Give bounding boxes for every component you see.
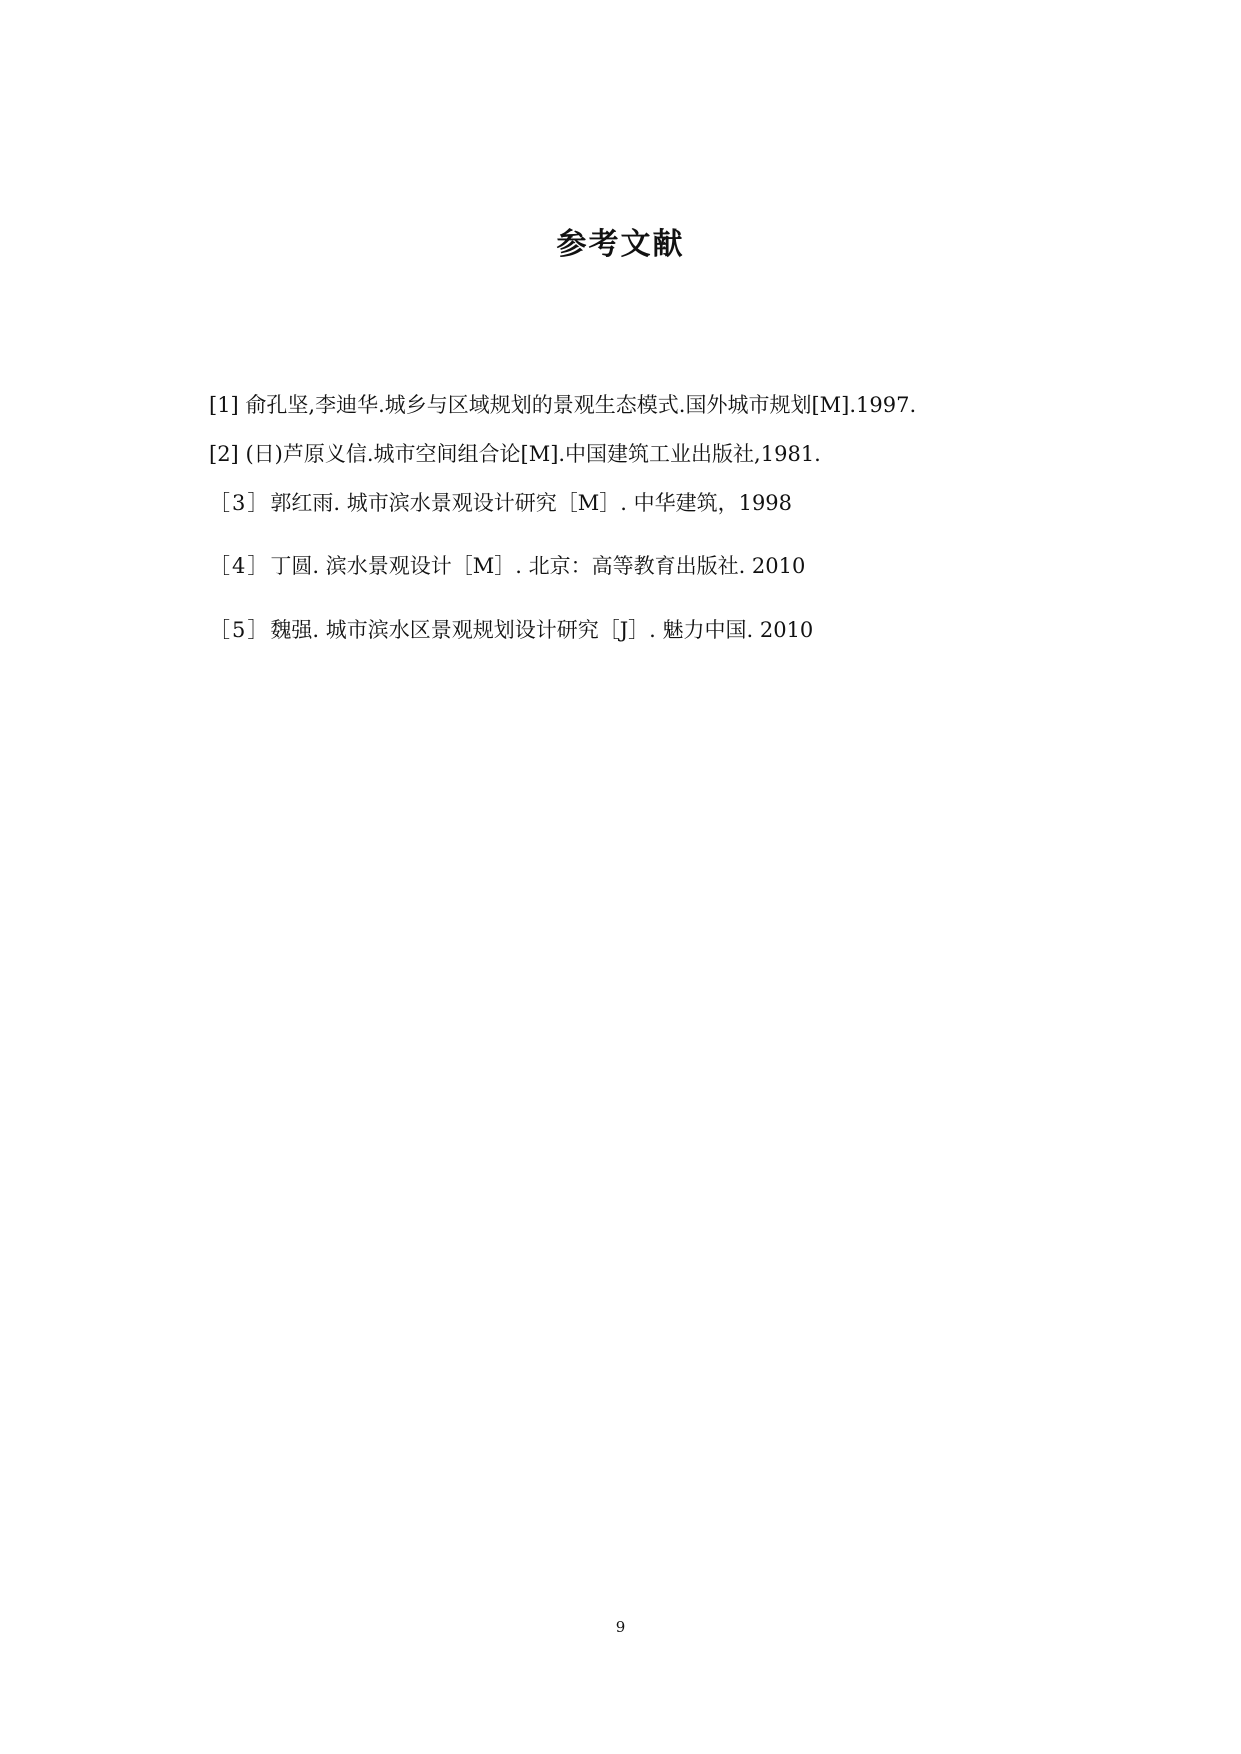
reference-item — [209, 551, 805, 581]
reference-number: ［5］ — [209, 618, 271, 642]
reference-text: 丁圆. 滨水景观设计［M］. 北京：高等教育出版社. 2010 — [270, 554, 806, 578]
reference-text: (日)芦原义信.城市空间组合论[M].中国建筑工业出版社,1981. — [245, 442, 821, 466]
reference-text: 郭红雨. 城市滨水景观设计研究［M］. 中华建筑，1998 — [270, 491, 793, 515]
reference-text: 魏强. 城市滨水区景观规划设计研究［J］. 魅力中国. 2010 — [270, 618, 814, 642]
page-title: 参考文献 — [556, 227, 685, 262]
reference-number: ［4］ — [209, 554, 271, 578]
reference-item — [209, 439, 821, 469]
reference-number: [1] — [209, 393, 239, 417]
reference-item — [209, 390, 916, 420]
reference-text: 俞孔坚,李迪华.城乡与区域规划的景观生态模式.国外城市规划[M].1997. — [245, 393, 917, 417]
reference-number: ［3］ — [209, 491, 271, 515]
page-number: 9 — [615, 1618, 626, 1636]
reference-item — [209, 615, 813, 645]
reference-item — [209, 488, 792, 518]
reference-number: [2] — [209, 442, 239, 466]
